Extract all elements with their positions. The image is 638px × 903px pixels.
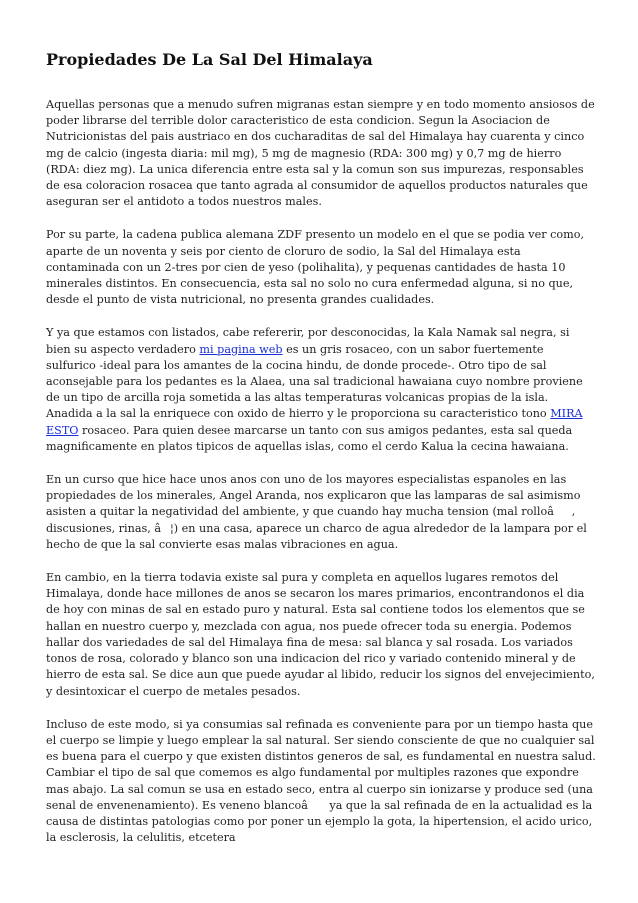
page-title: Propiedades De La Sal Del Himalaya — [46, 50, 373, 69]
mira-esto-link[interactable]: MIRA ESTO — [46, 407, 583, 437]
paragraph-3-text-a: Y ya que estamos con listados, cabe refererir, por desconocidas, la Kala Namak sal negra, si bien su aspecto verdadero — [46, 326, 570, 356]
paragraph-3-text-b: es un gris rosaceo, con un sabor fuertemente sulfurico -ideal para los amantes de la cocina hindu, de donde procede-. Otro tipo de sal aconsejable para los pedantes es la Alaea, una sal tradicional hawaiana cuyo nombre proviene de un tipo de arcilla roja sometida a las altas temperaturas volcanicas propias de la isla. Anadida a la sal la enriquece con oxido de hierro y le proporciona su caracteristico tono — [46, 342, 583, 421]
paragraph-2: Por su parte, la cadena publica alemana ZDF presento un modelo en el que se podia ver como, aparte de un noventa y seis por ciento de cloruro de sodio, la Sal del Himalaya esta contaminada con un 2-tres por cien de yeso (polihalita), y pequenas cantidades de hasta 10 minerales distintos. En consecuencia, esta sal no solo no cura enfermedad alguna, si no que, desde el punto de vista nutricional, no presenta grandes cualidades. — [46, 228, 585, 307]
mi-pagina-web-link[interactable]: mi pagina web — [199, 342, 283, 356]
paragraph-3 — [46, 325, 596, 455]
paragraph-1: Aquellas personas que a menudo sufren migranas estan siempre y en todo momento ansiosos de poder librarse del terrible dolor caracteristico de esta condicion. Segun la Asociacion de Nutricionistas del pais austriaco en dos cucharaditas de sal del Himalaya hay cuarenta y cinco mg de calcio (ingesta diaria: mil mg), 5 mg de magnesio (RDA: 300 mg) y 0,7 mg de hierro (RDA: diez mg). La unica diferencia entre esta sal y la comun son sus impurezas, responsables de esa coloracion rosacea que tanto agrada al consumidor de aquellos productos naturales que aseguran ser el antidoto a todos nuestros males. — [46, 98, 595, 209]
document-page — [46, 50, 596, 863]
paragraph-3-text-c: rosaceo. Para quien desee marcarse un tanto con sus amigos pedantes, esta sal queda magnificamente en platos tipicos de aquellas islas, como el cerdo Kalua la cecina hawaiana. — [46, 423, 573, 453]
paragraph-4: En un curso que hice hace unos anos con uno de los mayores especialistas espanoles en las propiedades de los minerales, Angel Aranda, nos explicaron que las lamparas de sal asimismo asisten a quitar la negatividad del ambiente, y que cuando hay mucha tension (mal rolloâ, discusiones, rinas, â¦) en una casa, aparece un charco de agua alrededor de la lampara por el hecho de que la sal convierte esas malas vibraciones en agua. — [46, 473, 587, 551]
paragraph-6: Incluso de este modo, si ya consumias sal refinada es conveniente para por un tiempo hasta que el cuerpo se limpie y luego emplear la sal natural. Ser siendo consciente de que no cualquier sal es buena para el cuerpo y que existen distintos generos de sal, es fundamental en nuestra salud. Cambiar el tipo de sal que comemos es algo fundamental por multiples razones que expondre mas abajo. La sal comun se usa en estado seco, entra al cuerpo sin ionizarse y produce sed (una senal de envenenamiento). Es veneno blancoâ ya que la sal refinada de en la actualidad es la causa de distintas patologias como por poner un ejemplo la gota, la hipertension, el acido urico, la esclerosis, la celulitis, etcetera — [46, 717, 596, 845]
paragraph-5: En cambio, en la tierra todavia existe sal pura y completa en aquellos lugares remotos del Himalaya, donde hace millones de anos se secaron los mares primarios, encontrandonos el dia de hoy con minas de sal en estado puro y natural. Esta sal contiene todos los elementos que se hallan en nuestro cuerpo y, mezclada con agua, nos puede ofrecer toda su energia. Podemos hallar dos variedades de sal del Himalaya fina de mesa: sal blanca y sal rosada. Los variados tonos de rosa, colorado y blanco son una indicacion del rico y variado contenido mineral y de hierro de esta sal. Se dice aun que puede ayudar al libido, reducir los signos del envejecimiento, y desintoxicar el cuerpo de metales pesados. — [46, 571, 595, 698]
